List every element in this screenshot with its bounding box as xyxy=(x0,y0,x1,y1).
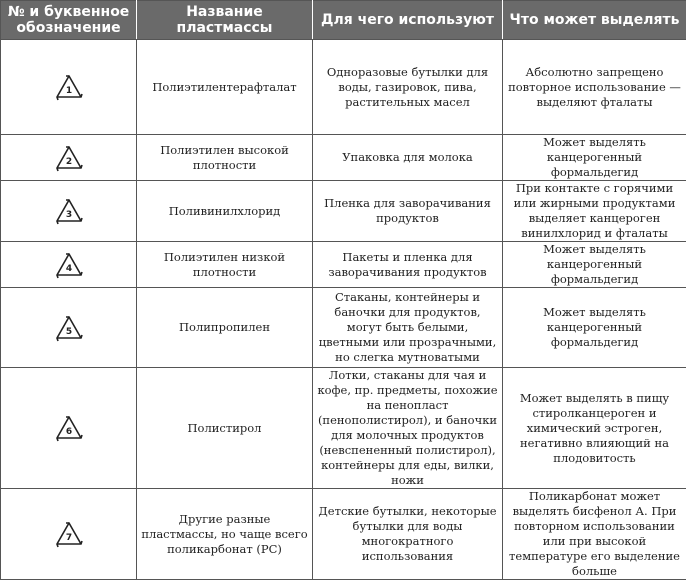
cell-name: Поливинилхлорид xyxy=(137,181,313,242)
code-number: 5 xyxy=(65,327,71,337)
cell-code xyxy=(1,40,137,135)
cell-name: Полиэтилентерафталат xyxy=(137,40,313,135)
cell-name: Другие разные пластмассы, но чаще всего поликарбонат (PC) xyxy=(137,489,313,580)
table-row xyxy=(1,288,686,368)
cell-code xyxy=(1,242,137,288)
cell-hazard: При контакте с горячими или жирными продуктами выделяет канцероген винилхлорид и фталаты xyxy=(503,181,686,242)
cell-name: Полиэтилен высокой плотности xyxy=(137,135,313,181)
cell-hazard: Может выделять в пищу стиролканцероген и химический эстроген, негативно влияющий на плодовитость xyxy=(503,368,686,489)
cell-code xyxy=(1,288,137,368)
cell-code xyxy=(1,489,137,580)
code-number: 7 xyxy=(65,533,71,543)
cell-use: Упаковка для молока xyxy=(313,135,503,181)
cell-hazard: Может выделять канцерогенный формальдегид xyxy=(503,242,686,288)
code-number: 1 xyxy=(65,86,71,96)
cell-use: Лотки, стаканы для чая и кофе, пр. предметы, похожие на пенопласт (пенополистирол), и баночки для молочных продуктов (невспененный полистирол), контейнеры для еды, вилки, ножи xyxy=(313,368,503,489)
cell-name: Полипропилен xyxy=(137,288,313,368)
code-number: 6 xyxy=(65,427,71,437)
cell-name: Полиэтилен низкой плотности xyxy=(137,242,313,288)
table-row xyxy=(1,368,686,489)
recycle-triangle-icon xyxy=(54,144,84,172)
recycle-triangle-icon xyxy=(54,520,84,548)
cell-use: Пакеты и пленка для заворачивания продуктов xyxy=(313,242,503,288)
code-number: 2 xyxy=(65,157,71,167)
table-row xyxy=(1,40,686,135)
cell-hazard: Может выделять канцерогенный формальдегид xyxy=(503,135,686,181)
cell-hazard: Поликарбонат может выделять бисфенол А. При повторном использовании или при высокой температуре его выделение больше xyxy=(503,489,686,580)
recycle-triangle-icon xyxy=(54,251,84,279)
recycle-triangle-icon xyxy=(54,197,84,225)
cell-use: Детские бутылки, некоторые бутылки для воды многократного использования xyxy=(313,489,503,580)
table-row xyxy=(1,135,686,181)
cell-use: Одноразовые бутылки для воды, газировок, пива, растительных масел xyxy=(313,40,503,135)
cell-code xyxy=(1,368,137,489)
table-row xyxy=(1,489,686,580)
recycle-triangle-icon xyxy=(54,314,84,342)
recycle-triangle-icon xyxy=(54,414,84,442)
cell-use: Стаканы, контейнеры и баночки для продуктов, могут быть белыми, цветными или прозрачными, но слегка мутноватыми xyxy=(313,288,503,368)
cell-code xyxy=(1,181,137,242)
recycle-triangle-icon xyxy=(54,73,84,101)
table-row xyxy=(1,181,686,242)
cell-hazard: Абсолютно запрещено повторное использование — выделяют фталаты xyxy=(503,40,686,135)
header-use: Для чего используют xyxy=(313,1,503,40)
header-name: Название пластмассы xyxy=(137,1,313,40)
code-number: 3 xyxy=(65,210,71,220)
header-hazard: Что может выделять xyxy=(503,1,686,40)
cell-code xyxy=(1,135,137,181)
table-row xyxy=(1,242,686,288)
cell-hazard: Может выделять канцерогенный формальдегид xyxy=(503,288,686,368)
header-row xyxy=(1,1,686,40)
code-number: 4 xyxy=(65,264,71,274)
header-code: № и буквенное обозначение xyxy=(1,1,137,40)
cell-use: Пленка для заворачивания продуктов xyxy=(313,181,503,242)
cell-name: Полистирол xyxy=(137,368,313,489)
